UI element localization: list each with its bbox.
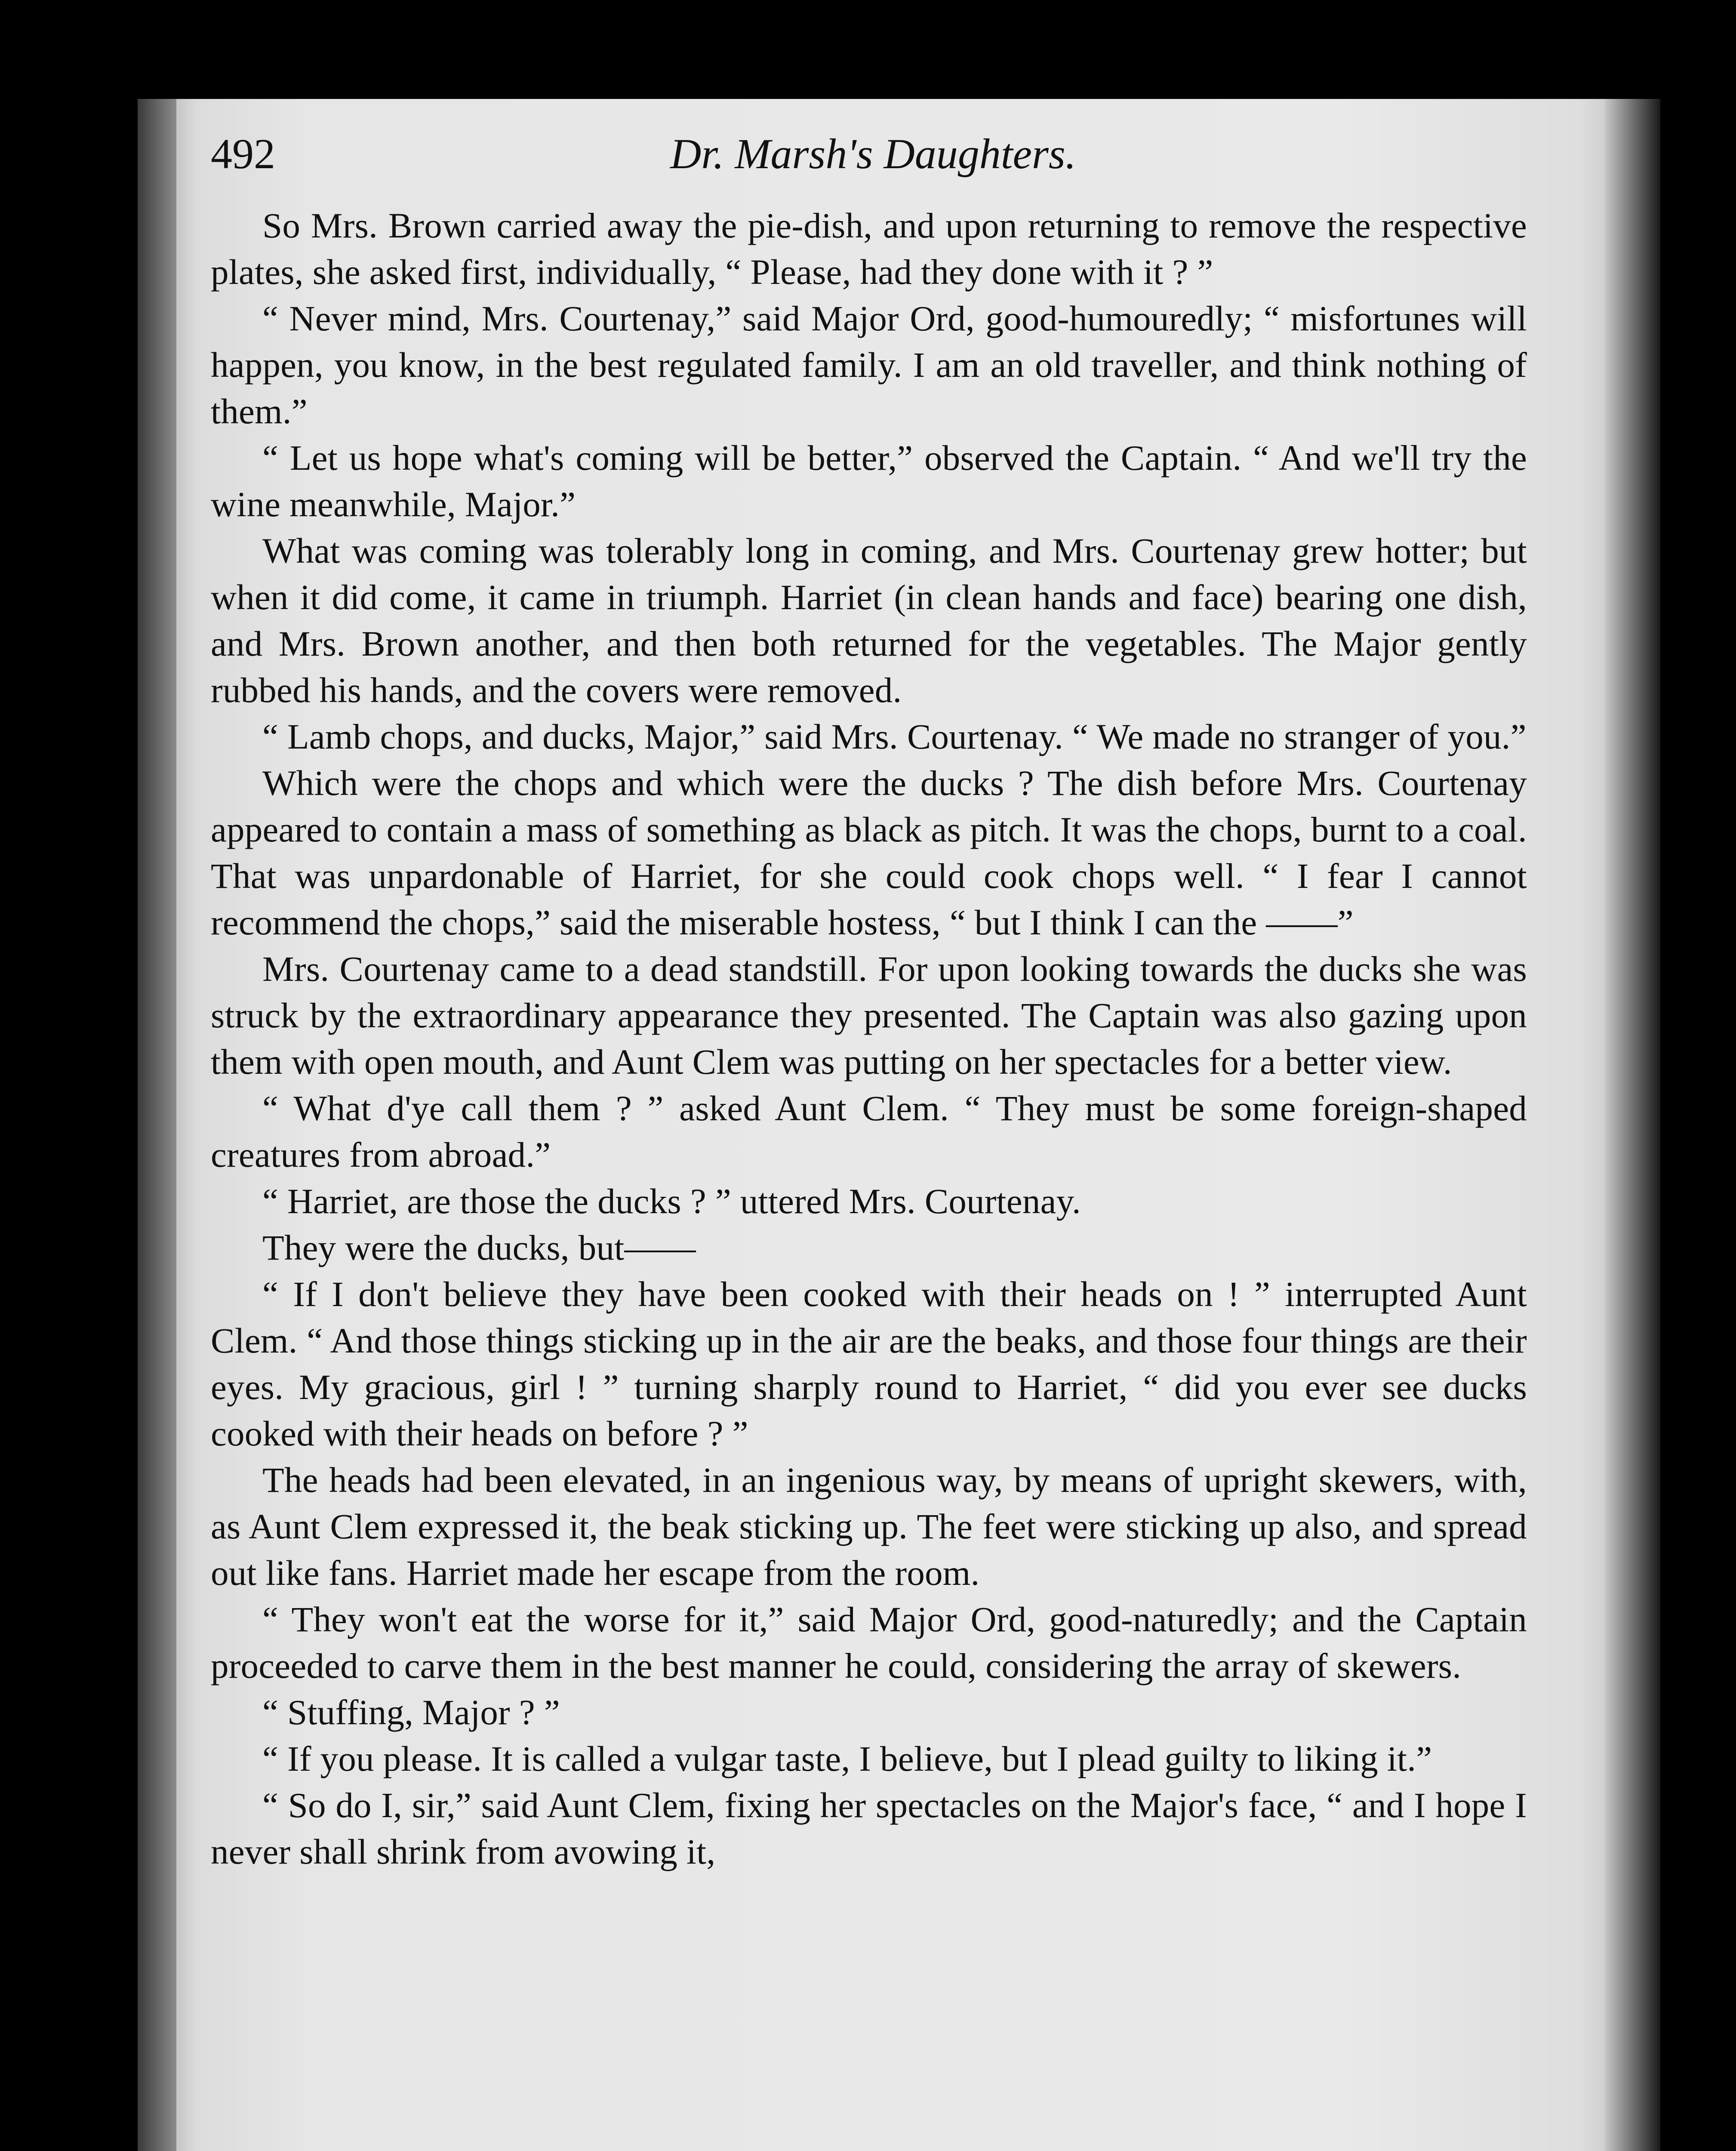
- paragraph: “ Lamb chops, and ducks, Major,” said Mrs. Courtenay. “ We made no stranger of you.”: [262, 717, 1527, 756]
- paragraph: “ So do I, sir,” said Aunt Clem, fixing her spectacles on the Major's face, “ and I hope I never shall shrink from avowing it,: [211, 1785, 1527, 1871]
- page-gutter: [138, 99, 176, 2151]
- paragraph: Mrs. Courtenay came to a dead standstill. For upon looking towards the ducks she was struck by the extraordinary appearance they presented. The Captain was also gazing upon them with open mouth, and Aunt Clem was putting on her spectacles for a better view.: [211, 949, 1527, 1082]
- page-number: 492: [211, 130, 275, 178]
- page-header: [211, 129, 1536, 189]
- paragraph: “ Harriet, are those the ducks ? ” uttered Mrs. Courtenay.: [262, 1181, 1081, 1221]
- paragraph: They were the ducks, but——: [262, 1228, 696, 1267]
- paragraph: The heads had been elevated, in an ingenious way, by means of upright skewers, with, as Aunt Clem expressed it, the beak sticking up. The feet were sticking up also, and spread out like fans. Harriet made her escape from the room.: [211, 1460, 1527, 1593]
- page-edge: [1604, 99, 1660, 2151]
- running-title: Dr. Marsh's Daughters.: [670, 130, 1076, 178]
- paragraph: “ If I don't believe they have been cooked with their heads on ! ” interrupted Aunt Clem. “ And those things sticking up in the air are the beaks, and those four things are their eyes. My gracious, girl ! ” turning sharply round to Harriet, “ did you ever see ducks cooked with their heads on before ? ”: [211, 1274, 1527, 1453]
- paragraph: So Mrs. Brown carried away the pie-dish, and upon returning to remove the respective plates, she asked first, individually, “ Please, had they done with it ? ”: [211, 206, 1527, 292]
- page-body: [211, 202, 1527, 1875]
- paragraph: Which were the chops and which were the ducks ? The dish before Mrs. Courtenay appeared to contain a mass of something as black as pitch. It was the chops, burnt to a coal. That was unpardonable of Harriet, for she could cook chops well. “ I fear I cannot recommend the chops,” said the miserable hostess, “ but I think I can the ——”: [211, 763, 1527, 942]
- paragraph: “ Stuffing, Major ? ”: [262, 1692, 560, 1732]
- paragraph: “ They won't eat the worse for it,” said Major Ord, good-naturedly; and the Captain proceeded to carve them in the best manner he could, considering the array of skewers.: [211, 1599, 1527, 1686]
- paragraph: “ Never mind, Mrs. Courtenay,” said Major Ord, good-humouredly; “ misfortunes will happen, you know, in the best regulated family. I am an old traveller, and think nothing of them.”: [211, 299, 1527, 431]
- paragraph: “ Let us hope what's coming will be better,” observed the Captain. “ And we'll try the wine meanwhile, Major.”: [211, 438, 1527, 524]
- paragraph: “ If you please. It is called a vulgar taste, I believe, but I plead guilty to liking it.”: [262, 1739, 1432, 1778]
- paragraph: “ What d'ye call them ? ” asked Aunt Clem. “ They must be some foreign-shaped creatures from abroad.”: [211, 1088, 1527, 1174]
- paragraph: What was coming was tolerably long in coming, and Mrs. Courtenay grew hotter; but when it did come, it came in triumph. Harriet (in clean hands and face) bearing one dish, and Mrs. Brown another, and then both returned for the vegetables. The Major gently rubbed his hands, and the covers were removed.: [211, 531, 1527, 710]
